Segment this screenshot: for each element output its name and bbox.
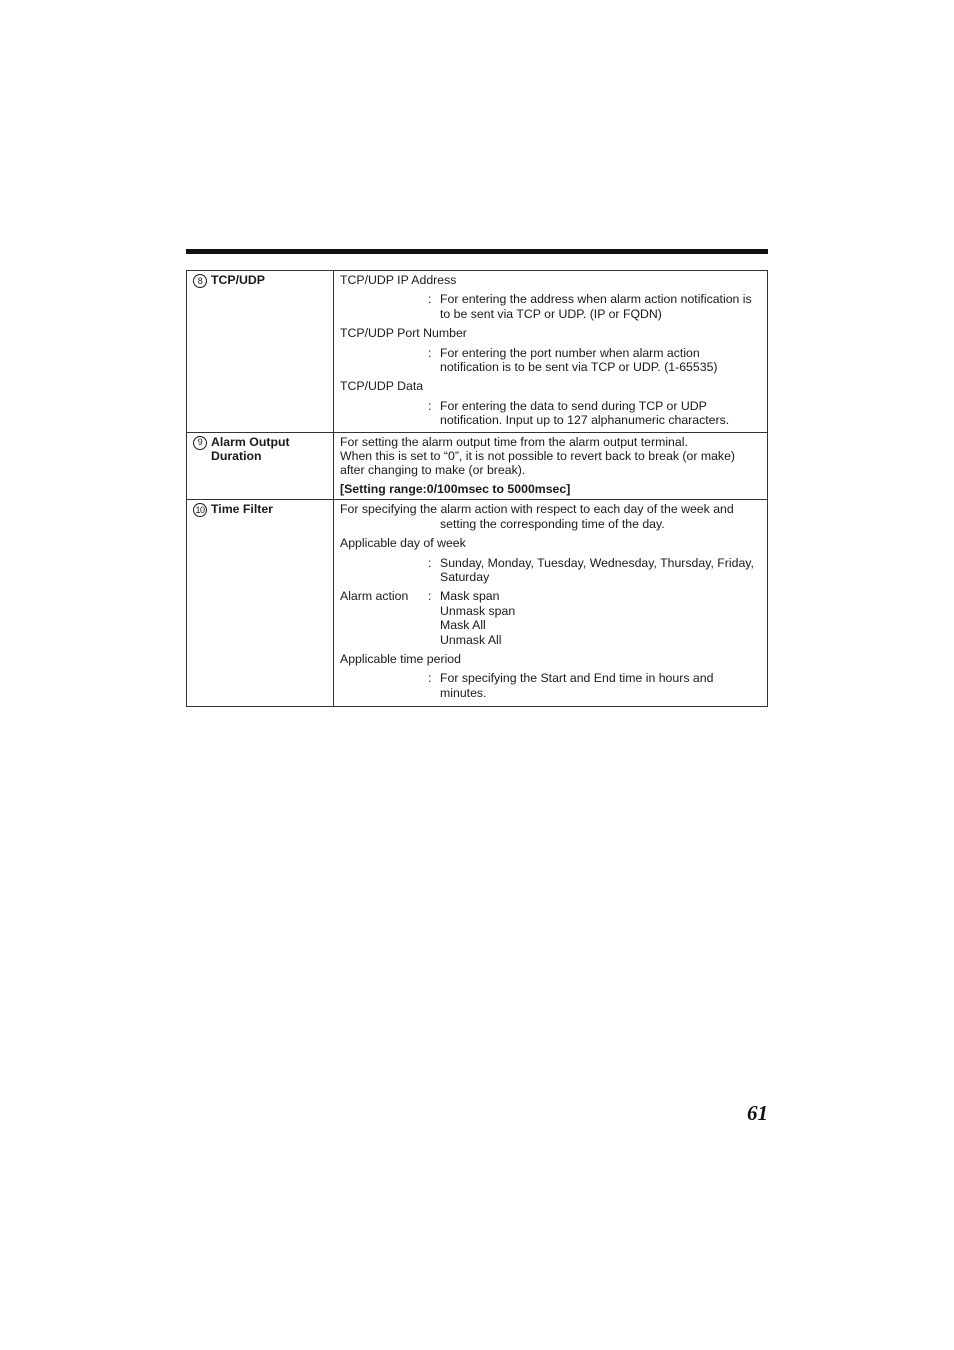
list-item: Unmask span — [440, 603, 516, 618]
colon: : — [428, 292, 432, 307]
list-item: Mask All — [440, 618, 486, 633]
table-row — [187, 432, 768, 500]
item-heading: TCP/UDP Port Number — [340, 326, 467, 341]
row-description-cell — [334, 500, 768, 707]
sub-item — [340, 556, 757, 585]
item-text: minutes. — [440, 685, 487, 700]
item-text: Saturday — [440, 569, 490, 584]
colon: : — [428, 589, 432, 604]
page-number: 61 — [747, 1101, 768, 1125]
settings-table — [186, 270, 768, 707]
item-text: When this is set to “0”, it is not possible to revert back to break (or make) — [340, 449, 736, 464]
colon: : — [428, 345, 432, 360]
item-text: For entering the address when alarm action notification is — [440, 292, 752, 307]
item-text: setting the corresponding time of the day. — [440, 516, 665, 531]
row-label-text: Time Filter — [211, 502, 273, 517]
item-text: For entering the data to send during TCP or UDP — [440, 398, 707, 413]
list-item: Unmask All — [440, 632, 502, 647]
item-heading: TCP/UDP Data — [340, 379, 424, 394]
sub-item — [340, 399, 757, 428]
colon: : — [428, 671, 432, 686]
colon: : — [428, 398, 432, 413]
row-label — [193, 435, 329, 464]
row-label-cell — [187, 271, 334, 433]
row-label-cell — [187, 500, 334, 707]
item-text: For specifying the Start and End time in hours and — [440, 671, 714, 686]
row-description-cell — [334, 271, 768, 433]
sub-item — [340, 589, 757, 647]
row-label — [193, 273, 329, 288]
table-row — [187, 271, 768, 433]
item-heading: Applicable time period — [340, 651, 461, 666]
item-heading: Applicable day of week — [340, 536, 466, 551]
item-text: to be sent via TCP or UDP. (IP or FQDN) — [440, 306, 662, 321]
item-text: after changing to make (or break). — [340, 463, 526, 478]
item-key: Alarm action — [340, 589, 409, 604]
table-row — [187, 500, 768, 707]
row-label — [193, 502, 329, 517]
item-text: For setting the alarm output time from the alarm output terminal. — [340, 434, 688, 449]
sub-item — [340, 292, 757, 321]
item-text: notification. Input up to 127 alphanumeric characters. — [440, 413, 730, 428]
top-rule — [186, 249, 768, 254]
row-label-text: Alarm Output — [211, 434, 290, 449]
item-text: Sunday, Monday, Tuesday, Wednesday, Thursday, Friday, — [440, 555, 754, 570]
sub-item — [340, 671, 757, 700]
circled-number: 9 — [193, 436, 207, 450]
colon: : — [428, 555, 432, 570]
setting-range: [Setting range:0/100msec to 5000msec] — [340, 481, 571, 496]
list-item: Mask span — [440, 589, 500, 604]
item-text: notification is to be sent via TCP or UDP. (1-65535) — [440, 360, 718, 375]
item-heading: TCP/UDP IP Address — [340, 273, 457, 287]
sub-item — [340, 346, 757, 375]
item-text: For entering the port number when alarm action — [440, 345, 700, 360]
row-label-cell — [187, 432, 334, 500]
row-label-text: TCP/UDP — [211, 273, 265, 287]
row-label-text: Duration — [211, 449, 262, 464]
row-description-cell — [334, 432, 768, 500]
circled-number: 8 — [193, 274, 207, 288]
circled-number: 10 — [193, 503, 207, 517]
item-text: For specifying the alarm action with respect to each day of the week and — [340, 502, 734, 517]
